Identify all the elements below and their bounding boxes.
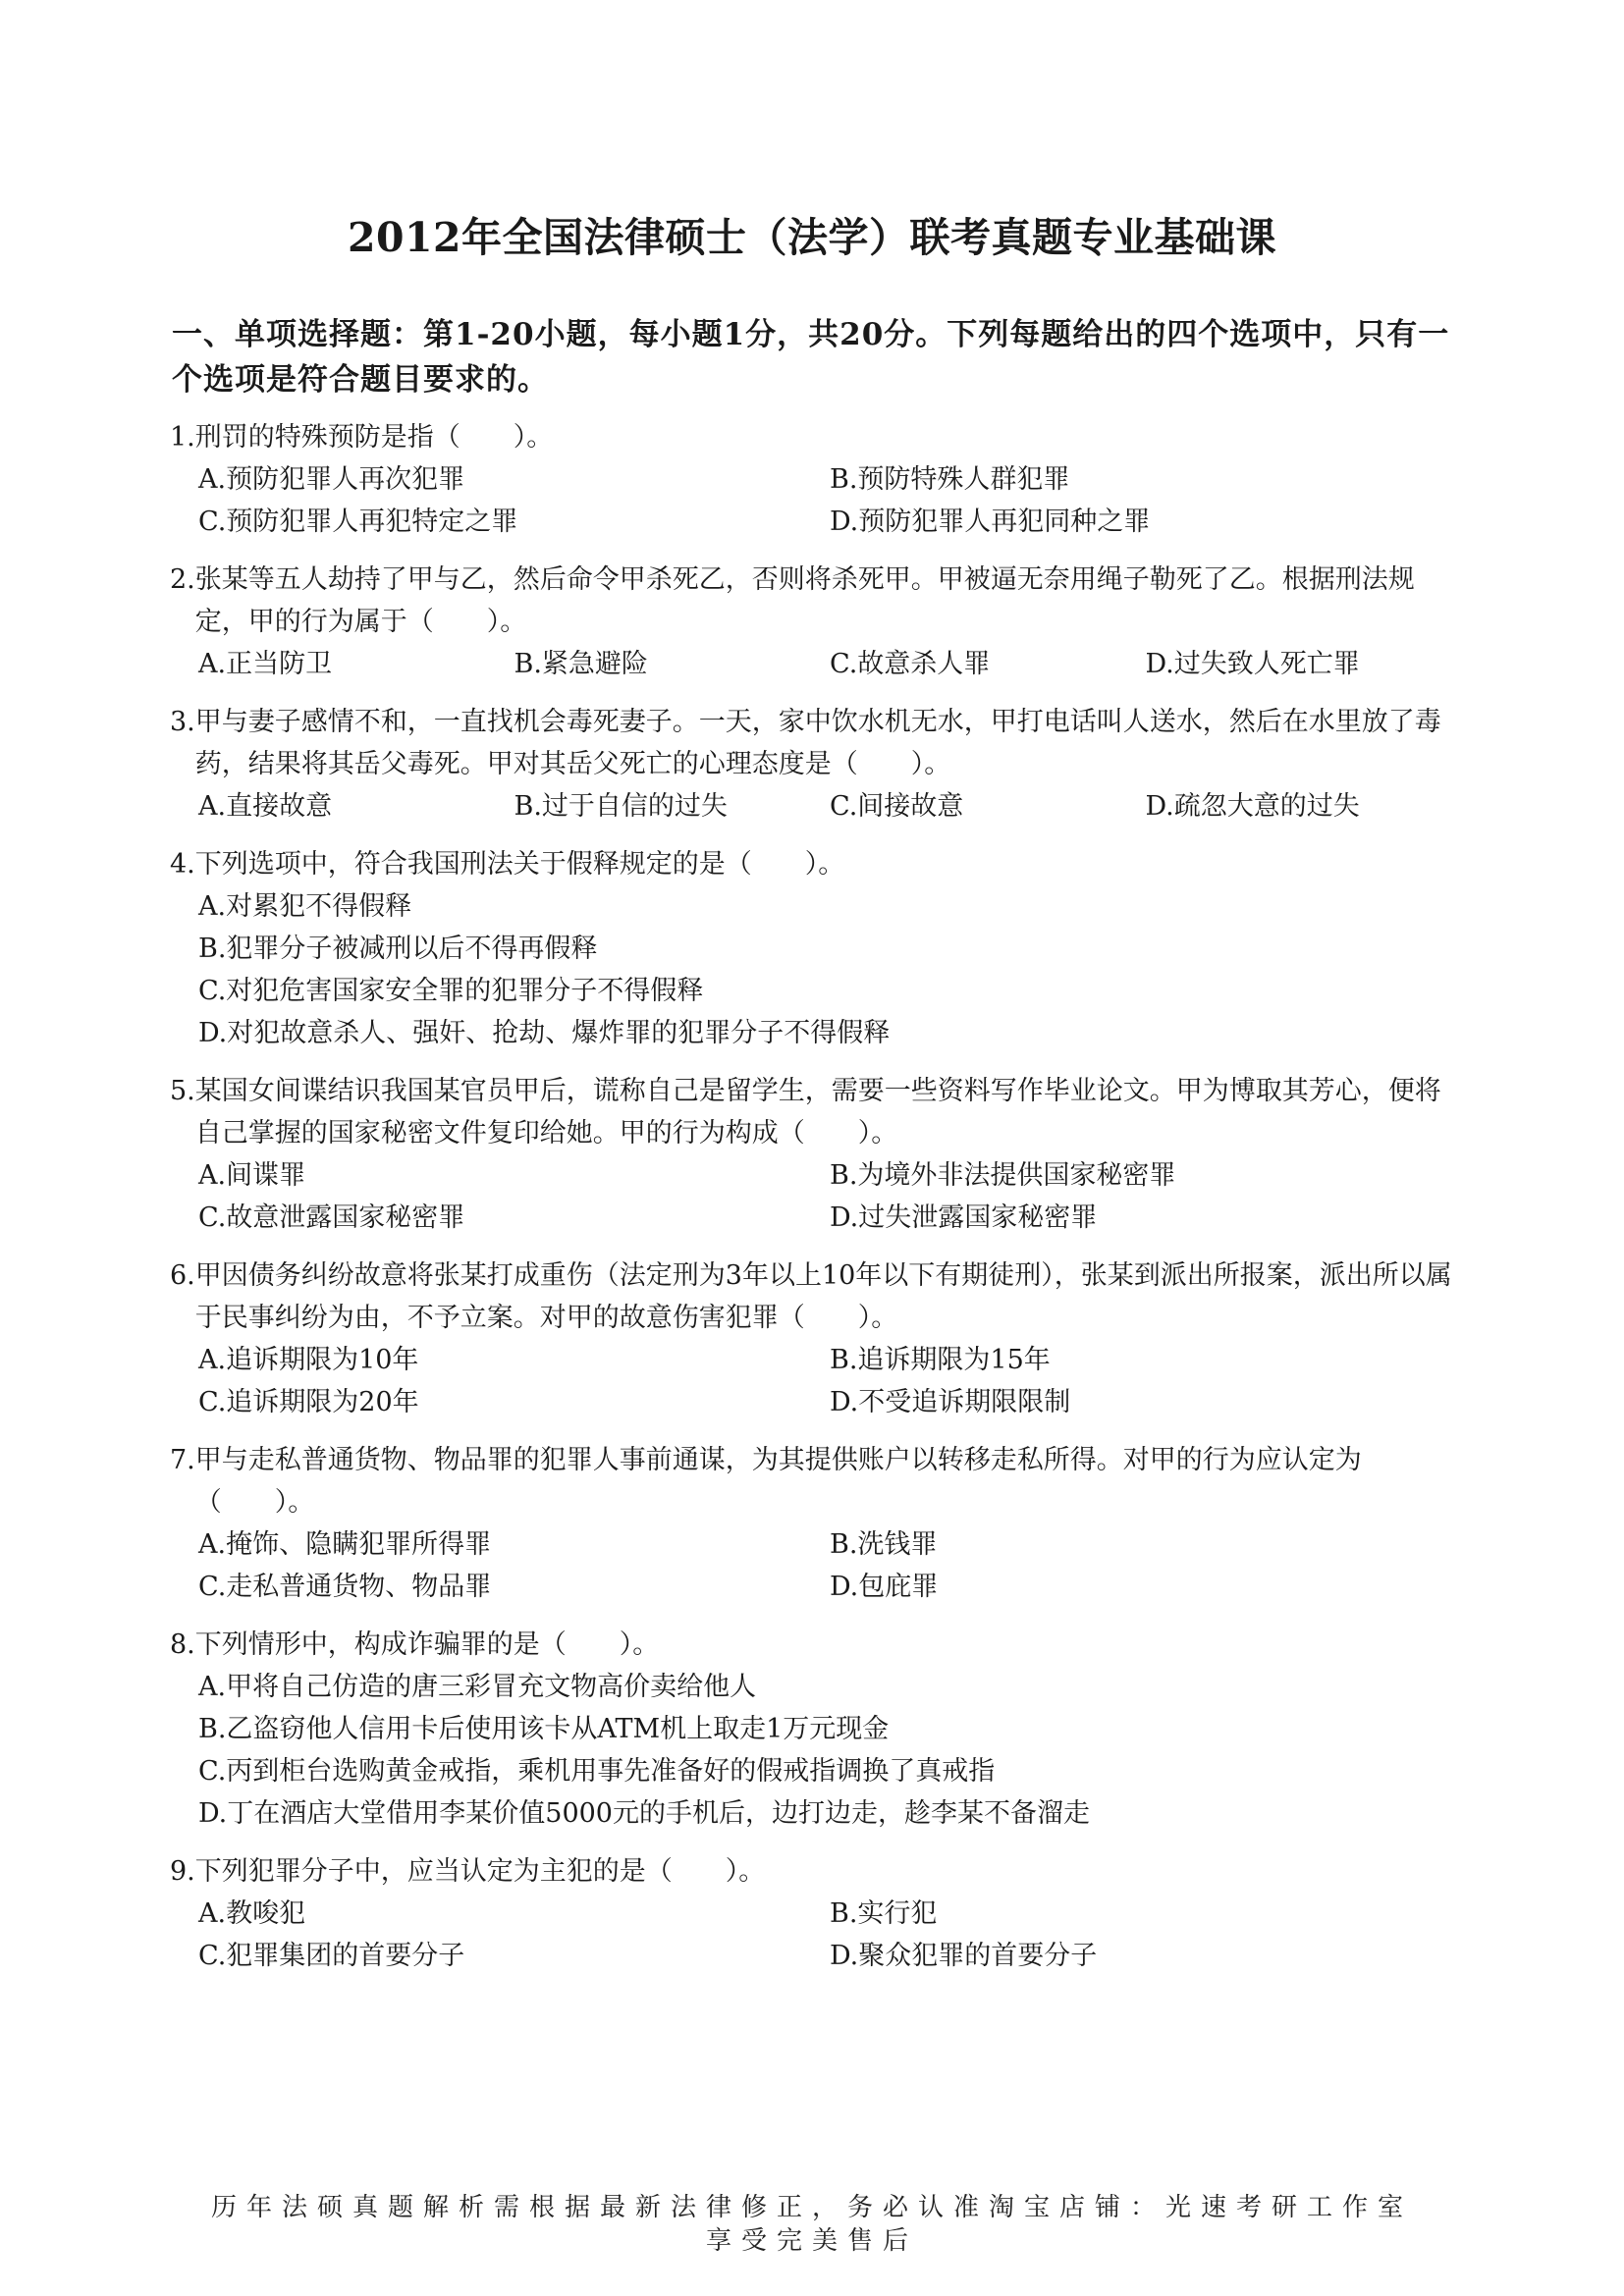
option-list [170,643,1461,685]
option-list [170,458,1461,543]
question-5 [170,1070,1461,1239]
question-2 [170,559,1461,685]
footer-line-1: 历年法硕真题解析需根据最新法律修正，务必认准淘宝店铺：光速考研工作室 [210,2193,1413,2222]
question-number: 1. [170,422,195,453]
question-number: 9. [170,1856,195,1887]
answer-option-a: A.预防犯罪人再次犯罪 [198,464,465,495]
question-7 [170,1439,1461,1608]
option-list [170,785,1461,828]
question-text: 下列情形中，构成诈骗罪的是（ ）。 [194,1629,660,1660]
question-number: 7. [170,1445,195,1475]
question-stem [170,1255,1461,1339]
answer-option-a: A.教唆犯 [198,1898,306,1929]
question-4 [170,843,1461,1054]
option-list [170,1339,1461,1423]
question-text: 甲与妻子感情不和，一直找机会毒死妻子。一天，家中饮水机无水，甲打电话叫人送水，然后在水里放了毒药，结果将其岳父毒死。甲对其岳父死亡的心理态度是（ ）。 [194,707,1441,779]
question-number: 8. [170,1629,195,1660]
option-list [170,885,1461,1054]
answer-option-a: A.掩饰、隐瞒犯罪所得罪 [198,1529,492,1560]
question-stem [170,1439,1461,1523]
question-text: 某国女间谍结识我国某官员甲后，谎称自己是留学生，需要一些资料写作毕业论文。甲为博取其芳心，便将自己掌握的国家秘密文件复印给她。甲的行为构成（ ）。 [194,1076,1441,1148]
question-number: 5. [170,1076,195,1106]
answer-option-c: C.故意杀人罪 [830,649,991,679]
answer-option-b: B.实行犯 [830,1898,938,1929]
answer-option-b: B.洗钱罪 [830,1529,938,1560]
question-stem [170,701,1461,785]
answer-option-d: D.疏忽大意的过失 [1145,791,1360,822]
question-9 [170,1850,1461,1977]
answer-option-b: B.追诉期限为15年 [830,1345,1051,1375]
option-list [170,1154,1461,1239]
answer-option-b: B.犯罪分子被减刑以后不得再假释 [198,934,598,964]
answer-option-c: C.追诉期限为20年 [198,1387,419,1417]
answer-option-a: A.对累犯不得假释 [198,891,412,922]
answer-option-d: D.过失泄露国家秘密罪 [830,1202,1098,1233]
answer-option-b: B.紧急避险 [514,649,648,679]
answer-option-b: B.乙盗窃他人信用卡后使用该卡从ATM机上取走1万元现金 [198,1714,890,1744]
question-stem [170,1070,1461,1154]
answer-option-d: D.过失致人死亡罪 [1145,649,1360,679]
answer-option-c: C.故意泄露国家秘密罪 [198,1202,465,1233]
question-list [170,416,1461,1993]
option-list [170,1523,1461,1608]
question-text: 甲与走私普通货物、物品罪的犯罪人事前通谋，为其提供账户以转移走私所得。对甲的行为应认定为（ ）。 [194,1445,1362,1518]
answer-option-b: B.为境外非法提供国家秘密罪 [830,1160,1176,1191]
question-stem [170,843,1461,885]
question-text: 下列犯罪分子中，应当认定为主犯的是（ ）。 [194,1856,766,1887]
question-stem [170,1850,1461,1893]
question-number: 2. [170,564,195,595]
question-number: 6. [170,1260,195,1291]
question-stem [170,559,1461,643]
answer-option-c: C.对犯危害国家安全罪的犯罪分子不得假释 [198,976,704,1006]
answer-option-c: C.间接故意 [830,791,964,822]
section-heading: 一、单项选择题：第1-20小题，每小题1分，共20分。下列每题给出的四个选项中，只有一个选项是符合题目要求的。 [172,317,1450,398]
answer-option-d: D.不受追诉期限限制 [830,1387,1071,1417]
footer-line-2: 享受完美售后 [705,2226,918,2256]
question-stem [170,1624,1461,1666]
question-1 [170,416,1461,543]
answer-option-c: C.丙到柜台选购黄金戒指，乘机用事先准备好的假戒指调换了真戒指 [198,1756,996,1787]
answer-option-d: D.聚众犯罪的首要分子 [830,1941,1098,1971]
answer-option-c: C.犯罪集团的首要分子 [198,1941,465,1971]
answer-option-d: D.丁在酒店大堂借用李某价值5000元的手机后，边打边走，趁李某不备溜走 [198,1798,1090,1829]
answer-option-b: B.预防特殊人群犯罪 [830,464,1070,495]
answer-option-a: A.正当防卫 [198,649,333,679]
question-8 [170,1624,1461,1835]
answer-option-d: D.对犯故意杀人、强奸、抢劫、爆炸罪的犯罪分子不得假释 [198,1018,891,1048]
answer-option-a: A.甲将自己仿造的唐三彩冒充文物高价卖给他人 [198,1672,757,1702]
answer-option-a: A.追诉期限为10年 [198,1345,419,1375]
answer-option-b: B.过于自信的过失 [514,791,728,822]
answer-option-c: C.预防犯罪人再犯特定之罪 [198,507,518,537]
answer-option-c: C.走私普通货物、物品罪 [198,1572,492,1602]
answer-option-a: A.间谍罪 [198,1160,306,1191]
question-number: 4. [170,849,195,880]
option-list [170,1666,1461,1835]
question-text: 下列选项中，符合我国刑法关于假释规定的是（ ）。 [194,849,845,880]
page-title: 2012年全国法律硕士（法学）联考真题专业基础课 [347,214,1277,261]
question-number: 3. [170,707,195,737]
footer-notice [118,2191,1506,2258]
option-list [170,1893,1461,1977]
question-text: 张某等五人劫持了甲与乙，然后命令甲杀死乙，否则将杀死甲。甲被逼无奈用绳子勒死了乙。根据刑法规定，甲的行为属于（ ）。 [194,564,1415,637]
question-6 [170,1255,1461,1423]
answer-option-a: A.直接故意 [198,791,333,822]
answer-option-d: D.预防犯罪人再犯同种之罪 [830,507,1151,537]
answer-option-d: D.包庇罪 [830,1572,939,1602]
question-text: 甲因债务纠纷故意将张某打成重伤（法定刑为3年以上10年以下有期徒刑），张某到派出所报案，派出所以属于民事纠纷为由，不予立案。对甲的故意伤害犯罪（ ）。 [194,1260,1452,1333]
question-stem [170,416,1461,458]
question-text: 刑罚的特殊预防是指（ ）。 [194,422,554,453]
question-3 [170,701,1461,828]
